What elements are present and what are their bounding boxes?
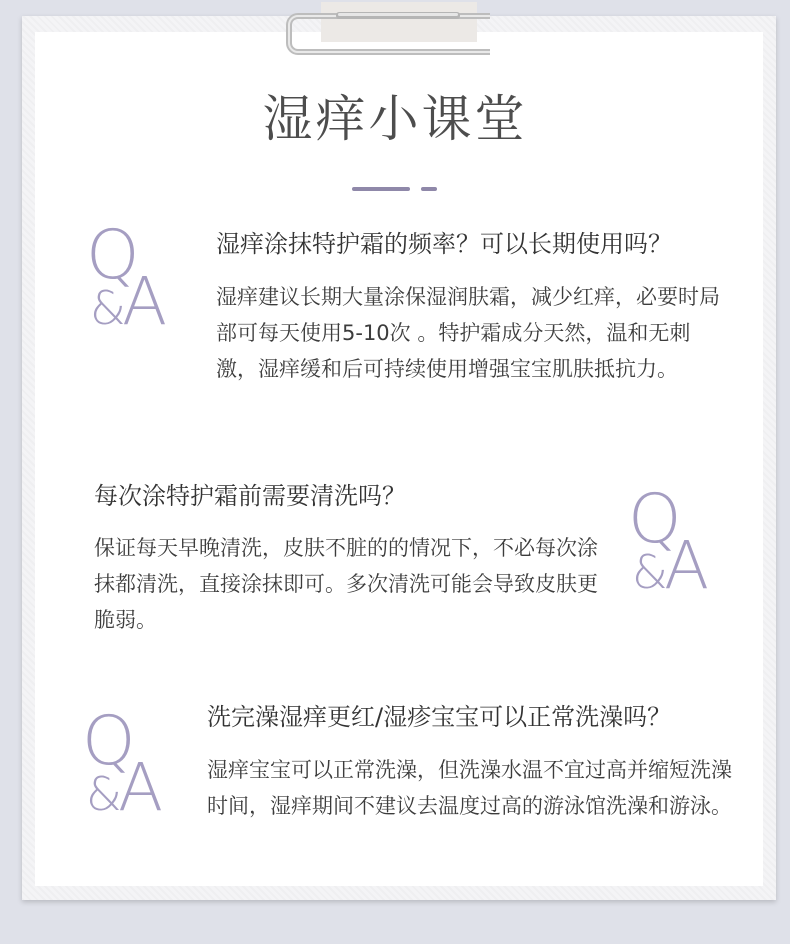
title-underline-short (421, 187, 437, 191)
faq-answer-3: 湿痒宝宝可以正常洗澡，但洗澡水温不宜过高并缩短洗澡时间，湿痒期间不建议去温度过高的游泳馆洗澡和游泳。 (207, 758, 732, 818)
qa-logo-q: Q (628, 480, 682, 559)
page-title: 湿痒小课堂 (262, 90, 528, 148)
qa-logo-icon (626, 478, 726, 598)
qa-logo-amp: & (632, 545, 668, 598)
title-underline-long (352, 187, 410, 191)
qa-logo-a: A (664, 527, 710, 598)
qa-logo-icon (84, 214, 184, 334)
faq-question-2: 每次涂特护霜前需要清洗吗？ (94, 482, 406, 510)
qa-logo-a: A (118, 749, 164, 820)
clipboard-clip-icon (266, 0, 490, 60)
faq-question-3: 洗完澡湿痒更红/湿疹宝宝可以正常洗澡吗？ (207, 703, 672, 731)
qa-logo-icon (80, 700, 180, 820)
faq-question-1: 湿痒涂抹特护霜的频率？可以长期使用吗？ (216, 230, 672, 258)
qa-logo-amp: & (86, 767, 122, 820)
qa-logo-q: Q (86, 216, 140, 295)
qa-logo-amp: & (90, 281, 126, 334)
qa-logo-a: A (122, 263, 168, 334)
qa-logo-q: Q (82, 702, 136, 781)
faq-answer-2: 保证每天早晚清洗，皮肤不脏的的情况下，不必每次涂抹都清洗，直接涂抹即可。多次清洗可能会导致皮肤更脆弱。 (94, 536, 598, 632)
faq-answer-1: 湿痒建议长期大量涂保湿润肤霜，减少红痒，必要时局部可每天使用5-10次 。特护霜成分天然，温和无刺激，湿痒缓和后可持续使用增强宝宝肌肤抵抗力。 (216, 285, 720, 381)
